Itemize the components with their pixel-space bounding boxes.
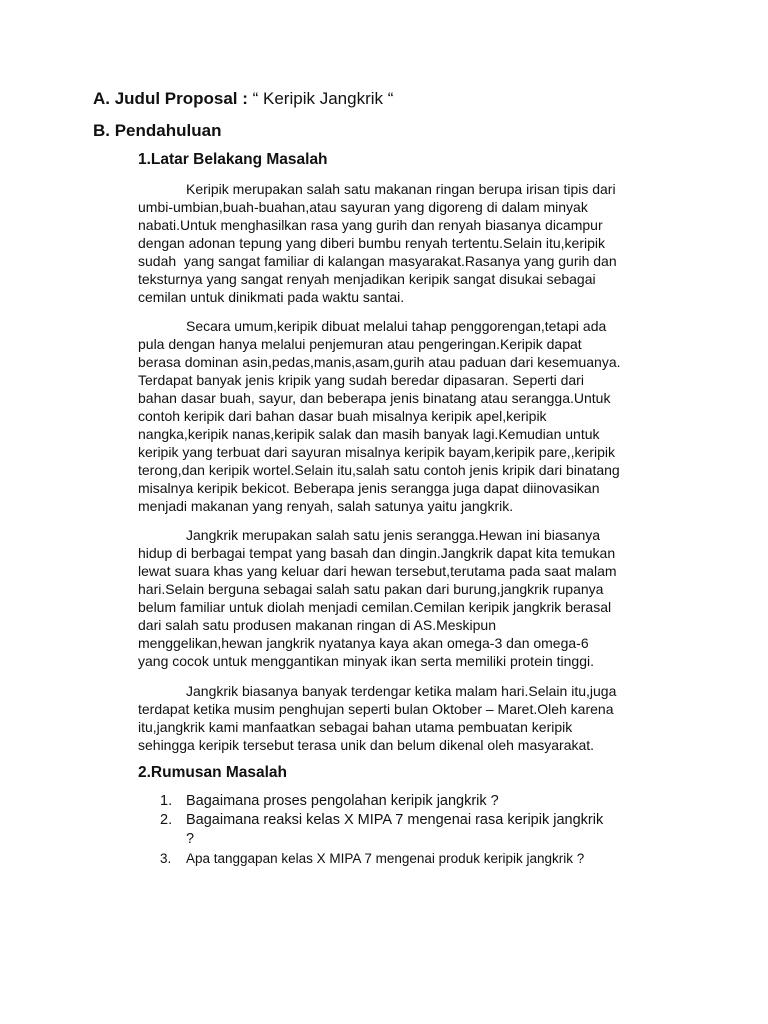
paragraph-line: nangka,keripik nanas,keripik salak dan masih banyak lagi.Kemudian untuk xyxy=(138,426,600,442)
paragraph-line: dari salah satu produsen makanan ringan di AS.Meskipun xyxy=(138,617,496,633)
paragraph-line: Keripik merupakan salah satu makanan ringan berupa irisan tipis dari xyxy=(186,181,616,197)
heading-judul-proposal xyxy=(93,89,393,109)
paragraph-line: berasa dominan asin,pedas,manis,asam,gurih atau paduan dari kesemuanya. xyxy=(138,354,621,370)
question-line: Bagaimana reaksi kelas X MIPA 7 mengenai rasa keripik jangkrik xyxy=(186,812,604,828)
paragraph-line: belum familiar untuk diolah menjadi cemilan.Cemilan keripik jangkrik berasal xyxy=(138,599,612,615)
paragraph-line: terdapat ketika musim penghujan seperti bulan Oktober – Maret.Oleh karena xyxy=(138,701,614,717)
question-number: 3. xyxy=(160,851,172,866)
question-item xyxy=(160,792,700,811)
paragraph-line: itu,jangkrik kami manfaatkan sebagai bahan utama pembuatan keripik xyxy=(138,719,573,735)
question-line: Bagaimana proses pengolahan keripik jangkrik ? xyxy=(186,793,499,809)
paragraph-1 xyxy=(138,180,678,306)
paragraph-line: hidup di berbagai tempat yang basah dan dingin.Jangkrik dapat kita temukan xyxy=(138,545,616,561)
paragraph-line: hari.Selain berguna sebagai salah satu pakan dari burung,jangkrik rupanya xyxy=(138,581,604,597)
paragraph-line: misalnya keripik bekicot. Beberapa jenis serangga juga dapat diinovasikan xyxy=(138,480,600,496)
paragraph-line: dengan adonan tepung yang diberi bumbu renyah tertentu.Selain itu,keripik xyxy=(138,235,605,251)
paragraph-line: nabati.Untuk menghasilkan rasa yang gurih dan renyah biasanya dicampur xyxy=(138,217,603,233)
paragraph-line: keripik yang terbuat dari sayuran misalnya keripik bayam,keripik pare,,keripik xyxy=(138,444,615,460)
question-list xyxy=(160,792,700,868)
paragraph-line: Jangkrik merupakan salah satu jenis serangga.Hewan ini biasanya xyxy=(186,527,601,543)
paragraph-line: contoh keripik dari bahan dasar buah misalnya keripik apel,keripik xyxy=(138,408,547,424)
question-text xyxy=(186,792,499,811)
paragraph-line: teksturnya yang sangat renyah menjadikan keripik sangat disukai sebagai xyxy=(138,271,596,287)
paragraph-3 xyxy=(138,526,678,670)
question-item xyxy=(160,811,700,849)
paragraph-line: Secara umum,keripik dibuat melalui tahap penggorengan,tetapi ada xyxy=(186,318,607,334)
paragraph-line: Terdapat banyak jenis kripik yang sudah beredar dipasaran. Seperti dari xyxy=(138,372,584,388)
paragraph-line: terong,dan keripik wortel.Selain itu,salah satu contoh jenis kripik dari binatang xyxy=(138,462,620,478)
question-text xyxy=(186,811,603,849)
heading-judul-label: A. Judul Proposal : xyxy=(93,89,248,108)
paragraph-line: menjadi makanan yang renyah, salah satunya yaitu jangkrik. xyxy=(138,498,514,514)
question-item xyxy=(160,849,700,868)
question-number: 1. xyxy=(160,793,173,809)
heading-judul-value: “ Keripik Jangkrik “ xyxy=(247,89,394,108)
paragraph-line: umbi-umbian,buah-buahan,atau sayuran yang digoreng di dalam minyak xyxy=(138,199,588,215)
paragraph-line: cemilan untuk dinikmati pada waktu santai. xyxy=(138,289,405,305)
paragraph-line: sudah yang sangat familiar di kalangan masyarakat.Rasanya yang gurih dan xyxy=(138,253,617,269)
paragraph-line: pula dengan hanya melalui penjemuran atau pengeringan.Keripik dapat xyxy=(138,336,582,352)
paragraph-line: sehingga keripik tersebut terasa unik dan belum dikenal oleh masyarakat. xyxy=(138,737,595,753)
paragraph-4 xyxy=(138,682,678,754)
paragraph-2 xyxy=(138,317,678,515)
subheading-rumusan-masalah: 2.Rumusan Masalah xyxy=(138,764,288,781)
question-text xyxy=(186,849,584,868)
heading-pendahuluan: B. Pendahuluan xyxy=(93,121,222,140)
paragraph-line: yang cocok untuk menggantikan minyak ikan serta memiliki protein tinggi. xyxy=(138,653,595,669)
paragraph-line: lewat suara khas yang keluar dari hewan tersebut,terutama pada saat malam xyxy=(138,563,617,579)
paragraph-line: menggelikan,hewan jangkrik nyatanya kaya akan omega-3 dan omega-6 xyxy=(138,635,589,651)
question-line: ? xyxy=(186,831,195,847)
paragraph-line: Jangkrik biasanya banyak terdengar ketika malam hari.Selain itu,juga xyxy=(186,683,617,699)
paragraph-line: bahan dasar buah, sayur, dan beberapa jenis binatang atau serangga.Untuk xyxy=(138,390,611,406)
question-line: Apa tanggapan kelas X MIPA 7 mengenai produk keripik jangkrik ? xyxy=(186,851,585,866)
subheading-latar-belakang: 1.Latar Belakang Masalah xyxy=(138,151,328,168)
question-number: 2. xyxy=(160,812,173,828)
